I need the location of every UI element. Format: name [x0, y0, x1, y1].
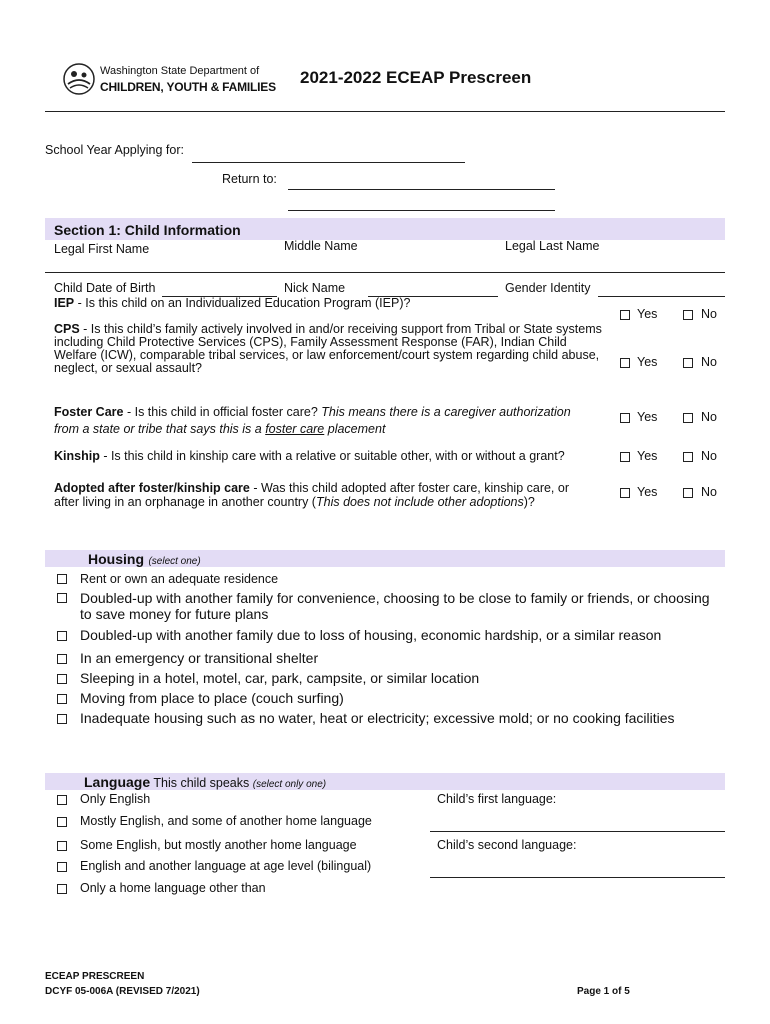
- housing-option-5-label: Sleeping in a hotel, motel, car, park, campsite, or similar location: [80, 670, 480, 686]
- adopted-text-2b: )?: [523, 495, 535, 509]
- cps-question: [54, 323, 602, 375]
- foster-no-checkbox[interactable]: [683, 413, 693, 423]
- header-divider: [45, 111, 725, 112]
- iep-yes-checkbox[interactable]: [620, 310, 630, 320]
- cps-yes-label: Yes: [637, 355, 658, 369]
- iep-question: [54, 296, 410, 310]
- language-option-3-label: Some English, but mostly another home language: [80, 838, 357, 852]
- foster-care-italic-2a: from a state or tribe that says this is a: [54, 422, 266, 436]
- adopted-text-1: - Was this child adopted after foster care, kinship care, or: [249, 481, 569, 495]
- return-to-field-2[interactable]: [288, 210, 555, 211]
- agency-logo: [62, 62, 96, 96]
- agency-seal-icon: [62, 62, 96, 96]
- agency-name-line1: Washington State Department of: [100, 65, 260, 77]
- nick-name-label: Nick Name: [284, 281, 346, 295]
- housing-option-4-label: In an emergency or transitional shelter: [80, 650, 319, 666]
- foster-care-italic-underline: foster care: [265, 422, 325, 436]
- first-language-field[interactable]: [430, 831, 725, 832]
- legal-last-name-label: Legal Last Name: [505, 239, 600, 253]
- adopted-label: Adopted after foster/kinship care: [54, 481, 250, 495]
- school-year-field[interactable]: [192, 162, 465, 163]
- kinship-no-label: No: [701, 449, 717, 463]
- cps-no-checkbox[interactable]: [683, 358, 693, 368]
- footer-page-number: Page 1 of 5: [577, 986, 630, 997]
- cps-label: CPS: [54, 322, 80, 336]
- housing-option-6-label: Moving from place to place (couch surfing): [80, 690, 344, 706]
- cps-yes-checkbox[interactable]: [620, 358, 630, 368]
- housing-option-7-label: Inadequate housing such as no water, heat or electricity; excessive mold; or no cooking facilities: [80, 710, 675, 726]
- child-dob-label: Child Date of Birth: [54, 281, 156, 295]
- housing-option-7-checkbox[interactable]: [57, 714, 67, 724]
- housing-option-4-checkbox[interactable]: [57, 654, 67, 664]
- language-subtitle: This child speaks: [150, 776, 253, 790]
- middle-name-label: Middle Name: [284, 239, 358, 253]
- adopted-yes-checkbox[interactable]: [620, 488, 630, 498]
- language-option-2-checkbox[interactable]: [57, 817, 67, 827]
- housing-option-6-checkbox[interactable]: [57, 694, 67, 704]
- housing-option-1-label: Rent or own an adequate residence: [80, 572, 279, 586]
- language-option-5-label: Only a home language other than: [80, 881, 266, 895]
- iep-no-label: No: [701, 307, 717, 321]
- foster-care-italic-2b: placement: [324, 422, 386, 436]
- iep-label: IEP: [54, 296, 75, 310]
- adopted-text-2a: after living in an orphanage in another country (: [54, 495, 316, 509]
- return-to-field-1[interactable]: [288, 189, 555, 190]
- language-option-4-label: English and another language at age level (bilingual): [80, 859, 372, 873]
- return-to-label: Return to:: [222, 172, 277, 186]
- kinship-question: [54, 449, 565, 463]
- school-year-label: School Year Applying for:: [45, 143, 184, 157]
- language-option-1-label: Only English: [80, 792, 151, 806]
- adopted-italic: This does not include other adoptions: [315, 495, 524, 509]
- housing-option-3-checkbox[interactable]: [57, 631, 67, 641]
- cps-text-line1: - Is this child’s family actively involved in and/or receiving support from Tribal or State systems: [79, 322, 602, 336]
- second-language-label: Child’s second language:: [437, 838, 577, 852]
- foster-care-question: [54, 404, 571, 438]
- cps-text-line2: including Child Protective Services (CPS), Family Assessment Response (FAR), Indian Child: [54, 335, 567, 349]
- language-title-text: Language: [84, 774, 151, 790]
- housing-title-text: Housing: [88, 551, 144, 567]
- footer-form-name: ECEAP PRESCREEN: [45, 971, 145, 982]
- section1-title: Section 1: Child Information: [54, 222, 241, 238]
- language-note: (select only one): [252, 779, 327, 790]
- kinship-no-checkbox[interactable]: [683, 452, 693, 462]
- iep-yes-label: Yes: [637, 307, 658, 321]
- foster-care-label: Foster Care: [54, 405, 124, 419]
- iep-text: - Is this child on an Individualized Education Program (IEP)?: [74, 296, 411, 310]
- foster-care-text: - Is this child in official foster care?: [123, 405, 322, 419]
- second-language-field[interactable]: [430, 877, 725, 878]
- kinship-yes-label: Yes: [637, 449, 658, 463]
- foster-care-italic-1: This means there is a caregiver authorization: [321, 405, 571, 419]
- housing-note: (select one): [148, 556, 201, 567]
- adopted-no-label: No: [701, 485, 717, 499]
- foster-yes-checkbox[interactable]: [620, 413, 630, 423]
- adopted-no-checkbox[interactable]: [683, 488, 693, 498]
- language-option-4-checkbox[interactable]: [57, 862, 67, 872]
- adopted-question: [54, 481, 569, 509]
- name-field-line[interactable]: [45, 272, 725, 273]
- kinship-text: - Is this child in kinship care with a relative or suitable other, with or without a grant?: [99, 449, 565, 463]
- legal-first-name-label: Legal First Name: [54, 242, 150, 256]
- language-option-5-checkbox[interactable]: [57, 884, 67, 894]
- page-title: 2021-2022 ECEAP Prescreen: [300, 68, 532, 87]
- housing-option-2-label: [80, 590, 710, 622]
- housing-option-2-line1: Doubled-up with another family for convenience, choosing to be close to family or friends, or choosing: [80, 590, 710, 606]
- cps-no-label: No: [701, 355, 717, 369]
- gender-identity-label: Gender Identity: [505, 281, 591, 295]
- language-option-1-checkbox[interactable]: [57, 795, 67, 805]
- cps-text-line4: neglect, or sexual assault?: [54, 361, 203, 375]
- gender-identity-field[interactable]: [598, 296, 725, 297]
- housing-option-2-checkbox[interactable]: [57, 593, 67, 603]
- foster-yes-label: Yes: [637, 410, 658, 424]
- iep-no-checkbox[interactable]: [683, 310, 693, 320]
- language-title: [84, 774, 326, 792]
- foster-no-label: No: [701, 410, 717, 424]
- first-language-label: Child’s first language:: [437, 792, 557, 806]
- housing-title: [88, 551, 201, 569]
- cps-text-line3: Welfare (ICW), comparable tribal services, or law enforcement/court system regarding child abuse,: [54, 348, 600, 362]
- housing-option-3-label: Doubled-up with another family due to loss of housing, economic hardship, or a similar reason: [80, 627, 662, 643]
- footer-form-number: DCYF 05-006A (REVISED 7/2021): [45, 986, 200, 997]
- agency-name-line2: CHILDREN, YOUTH & FAMILIES: [100, 80, 276, 94]
- housing-option-2-line2: to save money for future plans: [80, 606, 269, 622]
- adopted-yes-label: Yes: [637, 485, 658, 499]
- kinship-label: Kinship: [54, 449, 100, 463]
- language-option-3-checkbox[interactable]: [57, 841, 67, 851]
- housing-option-1-checkbox[interactable]: [57, 574, 67, 584]
- housing-option-5-checkbox[interactable]: [57, 674, 67, 684]
- kinship-yes-checkbox[interactable]: [620, 452, 630, 462]
- language-option-2-label: Mostly English, and some of another home language: [80, 814, 372, 828]
